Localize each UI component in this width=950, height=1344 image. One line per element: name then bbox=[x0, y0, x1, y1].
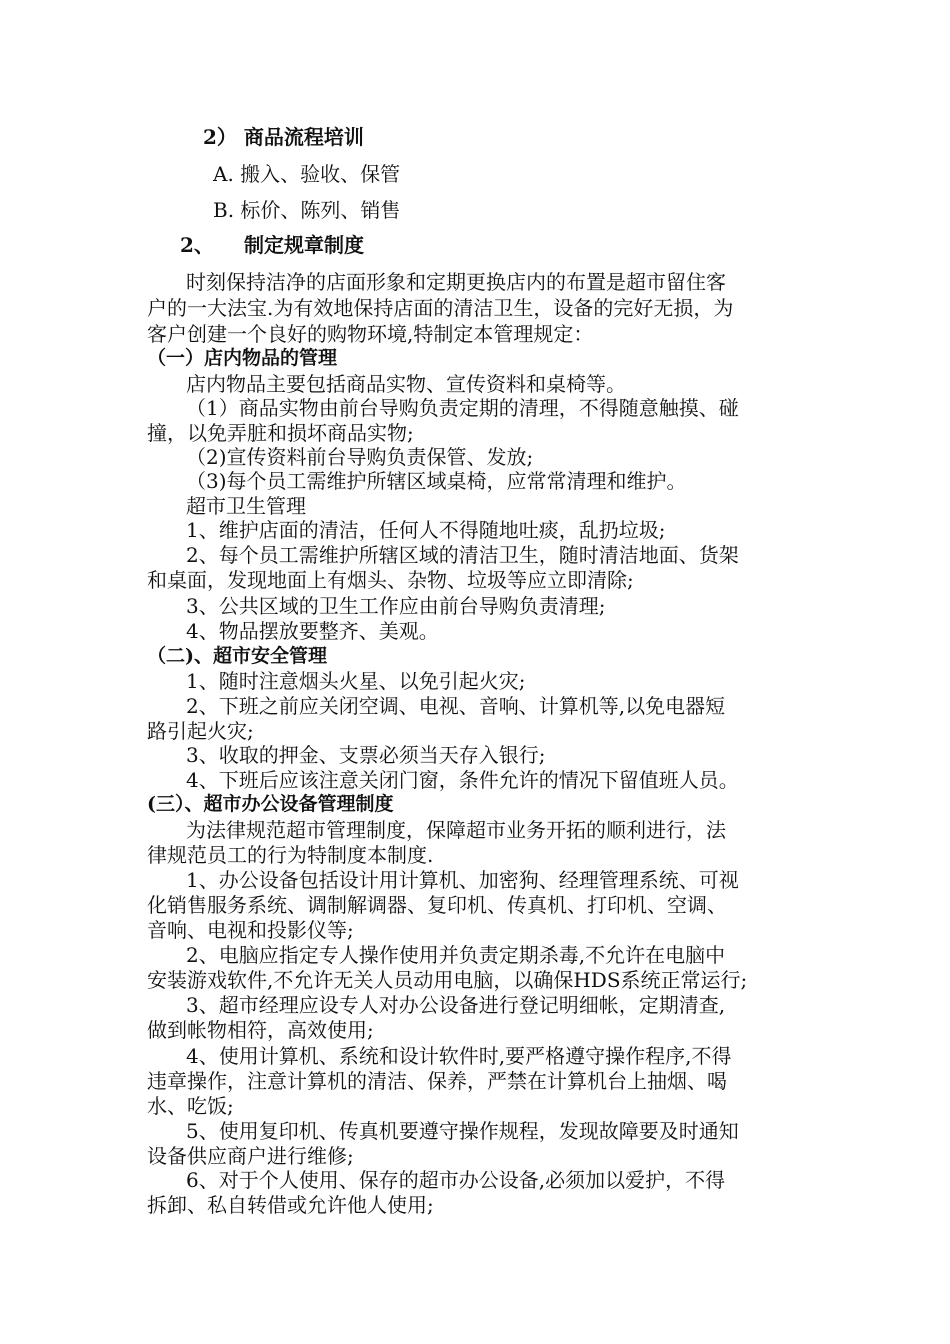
paragraph-line: 撞，以免弄脏和损坏商品实物; bbox=[147, 421, 414, 445]
paragraph-line: 1、随时注意烟头火星、以免引起火灾; bbox=[186, 669, 526, 693]
paragraph-line: 水、吃饭; bbox=[147, 1094, 234, 1118]
section-number: 2、 bbox=[180, 233, 214, 257]
paragraph-line: 拆卸、私自转借或允许他人使用; bbox=[147, 1193, 434, 1217]
paragraph-line: 超市卫生管理 bbox=[186, 494, 306, 518]
list-item: B. 标价、陈列、销售 bbox=[213, 198, 401, 222]
paragraph-line: 5、使用复印机、传真机要遵守操作规程，发现故障要及时通知 bbox=[186, 1119, 739, 1143]
paragraph-line: 律规范员工的行为特制度本制度. bbox=[147, 843, 434, 867]
section-heading: 制定规章制度 bbox=[244, 233, 364, 257]
paragraph-line: 做到帐物相符，高效使用; bbox=[147, 1018, 374, 1042]
paragraph-line: （3)每个员工需维护所辖区域桌椅，应常常清理和维护。 bbox=[186, 469, 687, 493]
paragraph-line: 6、对于个人使用、保存的超市办公设备,必须加以爱护，不得 bbox=[186, 1168, 726, 1192]
paragraph-line: 路引起火灾; bbox=[147, 719, 254, 743]
subsection-heading: 2） 商品流程培训 bbox=[203, 125, 364, 149]
paragraph-line: 为法律规范超市管理制度，保障超市业务开拓的顺利进行，法 bbox=[186, 818, 726, 842]
paragraph-line: 4、物品摆放要整齐、美观。 bbox=[186, 619, 439, 643]
section-heading: (三）、超市办公设备管理制度 bbox=[147, 793, 394, 815]
paragraph-line: 设备供应商户进行维修; bbox=[147, 1144, 354, 1168]
paragraph-line: 音响、电视和投影仪等; bbox=[147, 918, 354, 942]
list-item: A. 搬入、验收、保管 bbox=[213, 162, 401, 186]
paragraph-line: 2、电脑应指定专人操作使用并负责定期杀毒,不允许在电脑中 bbox=[186, 943, 726, 967]
paragraph-line: 和桌面，发现地面上有烟头、杂物、垃圾等应立即清除; bbox=[147, 568, 634, 592]
section-heading: （一）店内物品的管理 bbox=[147, 347, 338, 369]
paragraph-line: 2、每个员工需维护所辖区域的清洁卫生，随时清洁地面、货架 bbox=[186, 543, 739, 567]
paragraph-line: 户的一大法宝.为有效地保持店面的清洁卫生，设备的完好无损，为 bbox=[147, 296, 734, 320]
paragraph-line: 3、超市经理应设专人对办公设备进行登记明细帐，定期清查, bbox=[186, 993, 726, 1017]
paragraph-line: 4、下班后应该注意关闭门窗，条件允许的情况下留值班人员。 bbox=[186, 768, 739, 792]
paragraph-line: （2)宣传资料前台导购负责保管、发放; bbox=[186, 445, 534, 469]
paragraph-line: 2、下班之前应关闭空调、电视、音响、计算机等,以免电器短 bbox=[186, 694, 726, 718]
paragraph-line: 化销售服务系统、调制解调器、复印机、传真机、打印机、空调、 bbox=[147, 893, 727, 917]
paragraph-line: 1、办公设备包括设计用计算机、加密狗、经理管理系统、可视 bbox=[186, 868, 739, 892]
paragraph-line: 4、使用计算机、系统和设计软件时,要严格遵守操作程序,不得 bbox=[186, 1044, 732, 1068]
paragraph-line: 3、收取的押金、支票必须当天存入银行; bbox=[186, 743, 546, 767]
paragraph-line: 3、公共区域的卫生工作应由前台导购负责清理; bbox=[186, 594, 606, 618]
paragraph-line: 客户创建一个良好的购物环境,特制定本管理规定： bbox=[147, 322, 594, 346]
section-heading: （二)、超市安全管理 bbox=[147, 645, 327, 667]
paragraph-line: 安装游戏软件,不允许无关人员动用电脑，以确保HDS系统正常运行; bbox=[147, 968, 748, 992]
paragraph-line: 时刻保持洁净的店面形象和定期更换店内的布置是超市留住客 bbox=[186, 270, 726, 294]
paragraph-line: 违章操作，注意计算机的清洁、保养，严禁在计算机台上抽烟、喝 bbox=[147, 1069, 727, 1093]
paragraph-line: 店内物品主要包括商品实物、宣传资料和桌椅等。 bbox=[186, 372, 626, 396]
paragraph-line: 1、维护店面的清洁，任何人不得随地吐痰，乱扔垃圾; bbox=[186, 518, 666, 542]
paragraph-line: （1）商品实物由前台导购负责定期的清理，不得随意触摸、碰 bbox=[186, 396, 739, 420]
